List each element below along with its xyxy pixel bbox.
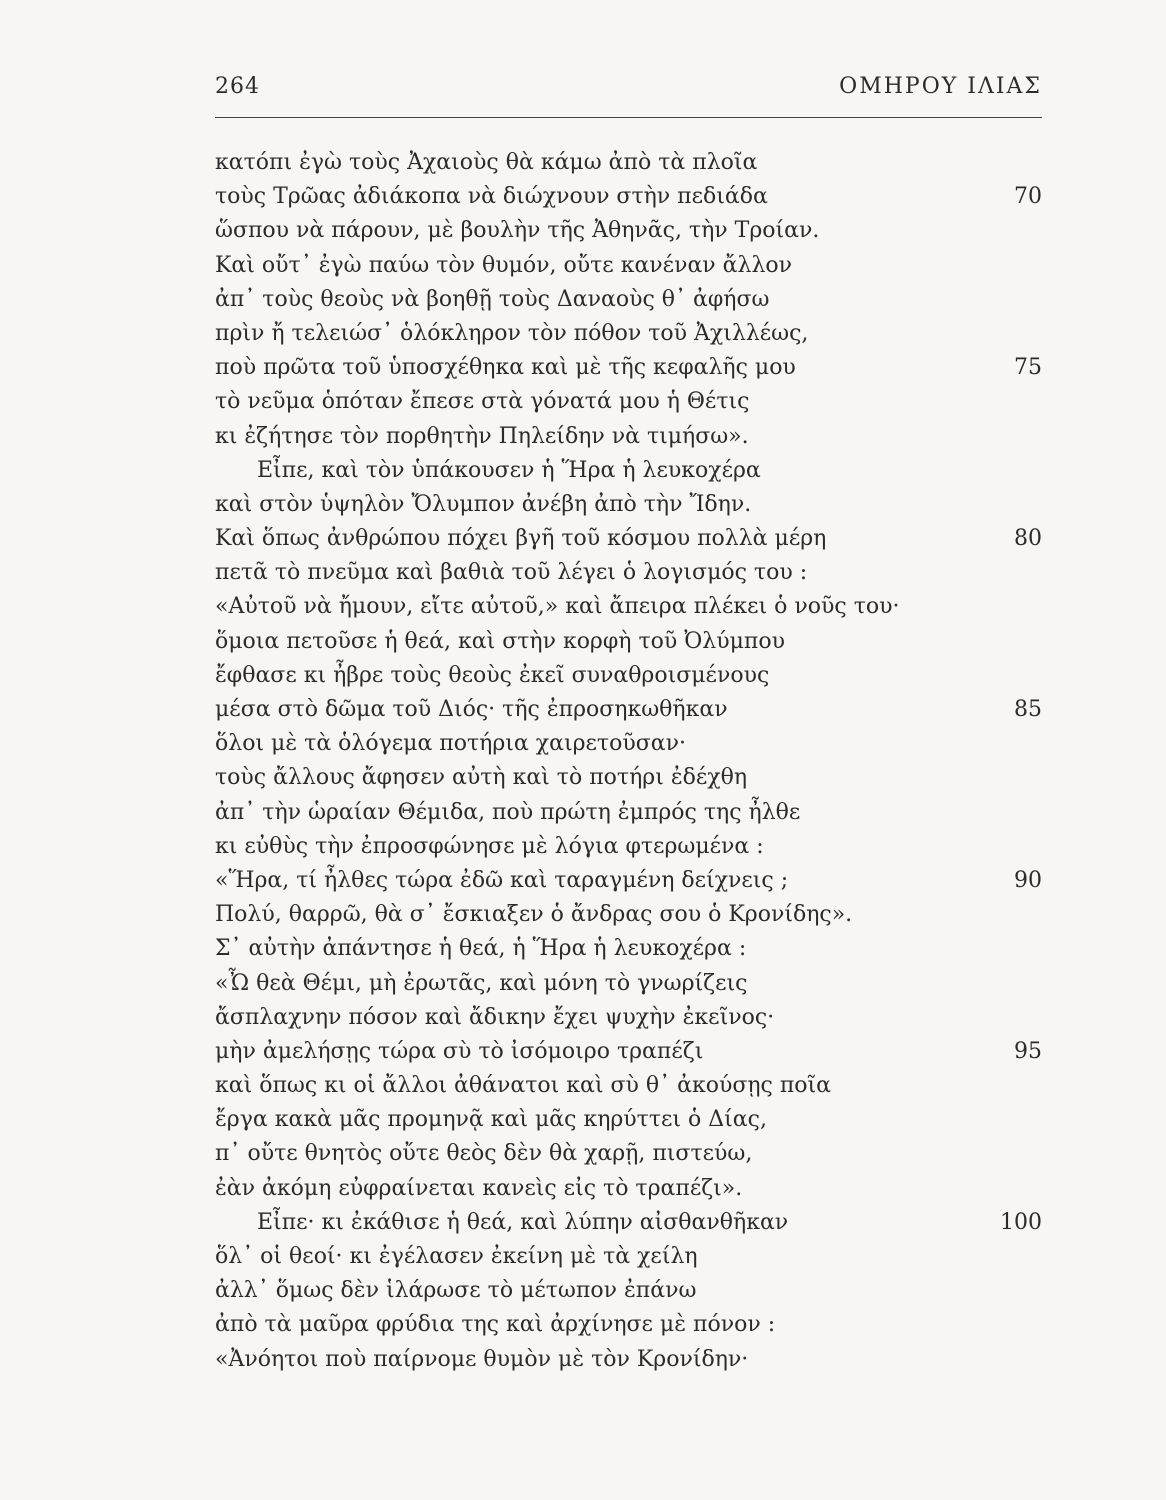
page-header (215, 74, 1042, 108)
verse-text: τοὺς ἄλλους ἄφησεν αὐτὴ καὶ τὸ ποτήρι ἐδέχθη (215, 765, 748, 791)
verse-line (215, 385, 1042, 419)
verse-line (215, 1035, 1042, 1069)
verse-text: «Ἥρα, τί ἦλθες τώρα ἐδῶ καὶ ταραγμένη δείχνεις ; (215, 867, 789, 893)
verse-line (215, 967, 1042, 1001)
verse-text: μὴν ἀμελήσῃς τώρα σὺ τὸ ἰσόμοιρο τραπέζι (215, 1038, 704, 1064)
verse-line (215, 796, 1042, 830)
line-number: 85 (1014, 697, 1042, 722)
verse-text: ὥσπου νὰ πάρουν, μὲ βουλὴν τῆς Ἀθηνᾶς, τὴν Τροίαν. (215, 218, 820, 244)
verse-line (215, 1308, 1042, 1342)
verse-text: ὅλοι μὲ τὰ ὁλόγεμα ποτήρια χαιρετοῦσαν· (215, 731, 686, 757)
line-number: 75 (1014, 355, 1042, 381)
verse-line (215, 1274, 1042, 1308)
verse-block (215, 146, 1042, 1377)
verse-line (215, 830, 1042, 864)
verse-text: ἀπὸ τὰ μαῦρα φρύδια της καὶ ἀρχίνησε μὲ πόνον : (215, 1312, 776, 1338)
verse-line (215, 1001, 1042, 1035)
verse-text: ἄσπλαχνην πόσον καὶ ἄδικην ἔχει ψυχὴν ἐκεῖνος· (215, 1004, 775, 1030)
verse-text: τοὺς Τρῶας ἀδιάκοπα νὰ διώχνουν στὴν πεδιάδα (215, 184, 768, 210)
verse-line (215, 249, 1042, 283)
verse-line (215, 898, 1042, 932)
verse-line (215, 590, 1042, 624)
verse-text: «Ἀνόητοι ποὺ παίρνομε θυμὸν μὲ τὸν Κρονίδην· (215, 1346, 749, 1372)
running-title: ΟΜΗΡΟΥ ΙΛΙΑΣ (839, 74, 1042, 99)
verse-line (215, 761, 1042, 795)
verse-text: ἐὰν ἀκόμη εὐφραίνεται κανεὶς εἰς τὸ τραπέζι». (215, 1175, 743, 1201)
verse-line (215, 932, 1042, 966)
verse-text: Σ᾽ αὐτὴν ἀπάντησε ἡ θεά, ἡ Ἥρα ἡ λευκοχέρα : (215, 936, 747, 962)
verse-line (215, 488, 1042, 522)
verse-text: ἔργα κακὰ μᾶς προμηνᾷ καὶ μᾶς κηρύττει ὁ Δίας, (215, 1107, 767, 1133)
verse-text: πετᾶ τὸ πνεῦμα καὶ βαθιὰ τοῦ λέγει ὁ λογισμός του : (215, 560, 808, 586)
verse-text: καὶ στὸν ὑψηλὸν Ὄλυμπον ἀνέβη ἀπὸ τὴν Ἴδην. (215, 491, 752, 517)
verse-text: καὶ ὅπως κι οἱ ἄλλοι ἀθάνατοι καὶ σὺ θ᾽ ἀκούσῃς ποῖα (215, 1073, 832, 1099)
verse-text: ἔφθασε κι ἦβρε τοὺς θεοὺς ἐκεῖ συναθροισμένους (215, 662, 770, 688)
verse-line (215, 1172, 1042, 1206)
verse-text: κι ἐζήτησε τὸν πορθητὴν Πηλείδην νὰ τιμήσω». (215, 423, 749, 449)
verse-text: π᾽ οὔτε θνητὸς οὔτε θεὸς δὲν θὰ χαρῇ, πιστεύω, (215, 1141, 753, 1167)
verse-line (215, 283, 1042, 317)
verse-line (215, 522, 1042, 556)
verse-line (215, 146, 1042, 180)
verse-text: Εἶπε· κι ἐκάθισε ἡ θεά, καὶ λύπην αἰσθανθῆκαν (257, 1209, 789, 1235)
verse-line (215, 351, 1042, 385)
verse-text: ὅλ᾽ οἱ θεοί· κι ἐγέλασεν ἐκείνη μὲ τὰ χείλη (215, 1244, 698, 1269)
verse-line (215, 1137, 1042, 1171)
verse-text: ὅμοια πετοῦσε ἡ θεά, καὶ στὴν κορφὴ τοῦ Ὀλύμπου (215, 628, 785, 654)
verse-line (215, 727, 1042, 761)
verse-text: κι εὐθὺς τὴν ἐπροσφώνησε μὲ λόγια φτερωμένα : (215, 833, 764, 859)
verse-line (215, 1343, 1042, 1377)
line-number: 90 (1014, 867, 1042, 893)
verse-text: Καὶ οὔτ᾽ ἐγὼ παύω τὸν θυμόν, οὔτε κανέναν ἄλλον (215, 252, 793, 278)
verse-text: κατόπι ἐγὼ τοὺς Ἀχαιοὺς θὰ κάμω ἀπὸ τὰ πλοῖα (215, 150, 758, 175)
verse-line (215, 454, 1042, 488)
verse-text: «Ὦ θεὰ Θέμι, μὴ ἐρωτᾶς, καὶ μόνη τὸ γνωρίζεις (215, 970, 748, 996)
verse-text: ἀλλ᾽ ὅμως δὲν ἱλάρωσε τὸ μέτωπον ἐπάνω (215, 1278, 697, 1304)
verse-line (215, 317, 1042, 351)
verse-text: τὸ νεῦμα ὁπόταν ἔπεσε στὰ γόνατά μου ἡ Θέτις (215, 389, 750, 415)
verse-text: Εἶπε, καὶ τὸν ὑπάκουσεν ἡ Ἥρα ἡ λευκοχέρα (257, 457, 761, 483)
verse-line (215, 864, 1042, 898)
verse-line (215, 1103, 1042, 1137)
verse-line (215, 625, 1042, 659)
verse-line (215, 693, 1042, 727)
verse-line (215, 1206, 1042, 1240)
verse-text: ἀπ᾽ τὴν ὡραίαν Θέμιδα, ποὺ πρώτη ἐμπρός της ἦλθε (215, 799, 801, 825)
verse-line (215, 180, 1042, 214)
verse-text: πρὶν ἤ τελειώσ᾽ ὁλόκληρον τὸν πόθον τοῦ Ἀχιλλέως, (215, 320, 809, 346)
verse-line (215, 556, 1042, 590)
line-number: 100 (1000, 1209, 1042, 1235)
line-number: 80 (1014, 526, 1042, 552)
line-number: 70 (1014, 184, 1042, 210)
verse-text: ἀπ᾽ τοὺς θεοὺς νὰ βοηθῇ τοὺς Δαναοὺς θ᾽ ἀφήσω (215, 286, 770, 312)
verse-line (215, 214, 1042, 248)
line-number: 95 (1014, 1038, 1042, 1064)
header-rule (215, 117, 1042, 118)
verse-text: Καὶ ὅπως ἀνθρώπου πόχει βγῆ τοῦ κόσμου πολλὰ μέρη (215, 526, 827, 552)
verse-text: ποὺ πρῶτα τοῦ ὑποσχέθηκα καὶ μὲ τῆς κεφαλῆς μου (215, 355, 796, 381)
verse-text: «Αὐτοῦ νὰ ἤμουν, εἴτε αὐτοῦ,» καὶ ἄπειρα πλέκει ὁ νοῦς του· (215, 594, 900, 620)
page-number: 264 (215, 74, 260, 99)
verse-line (215, 1240, 1042, 1274)
verse-line (215, 420, 1042, 454)
verse-line (215, 1069, 1042, 1103)
verse-text: Πολύ, θαρρῶ, θὰ σ᾽ ἔσκιαξεν ὁ ἄνδρας σου ὁ Κρονίδης». (215, 902, 853, 928)
verse-text: μέσα στὸ δῶμα τοῦ Διός· τῆς ἐπροσηκωθῆκαν (215, 697, 728, 722)
verse-line (215, 659, 1042, 693)
